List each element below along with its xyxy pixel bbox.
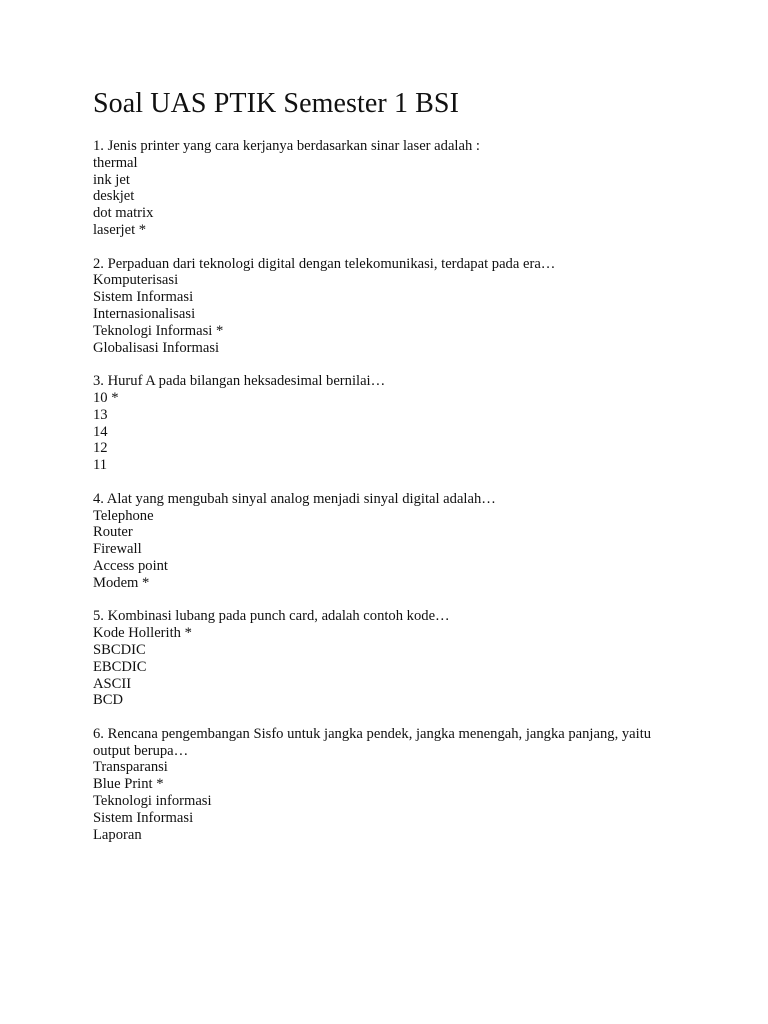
question-text: 1. Jenis printer yang cara kerjanya berdasarkan sinar laser adalah : <box>93 138 480 154</box>
option: Telephone <box>93 507 154 524</box>
option: Kode Hollerith * <box>93 625 192 642</box>
question-5 <box>93 608 673 709</box>
option-list <box>93 625 673 709</box>
option: Komputerisasi <box>93 272 179 289</box>
question-text: 6. Rencana pengembangan Sisfo untuk jangka pendek, jangka menengah, jangka panjang, yaitu output berupa… <box>93 725 652 759</box>
question-text: 3. Huruf A pada bilangan heksadesimal bernilai… <box>93 373 386 390</box>
option: SBCDIC <box>93 641 146 658</box>
option: Router <box>93 524 133 541</box>
option-list <box>93 390 673 474</box>
option: Teknologi Informasi * <box>93 322 224 339</box>
option-list <box>93 272 673 356</box>
option: Laporan <box>93 826 142 843</box>
question-1 <box>93 138 673 239</box>
option: Modem * <box>93 574 150 591</box>
option-list <box>93 155 673 239</box>
option: BCD <box>93 692 124 709</box>
option: deskjet <box>93 188 135 205</box>
question-text: 4. Alat yang mengubah sinyal analog menjadi sinyal digital adalah… <box>93 490 496 507</box>
option: Access point <box>93 557 168 574</box>
option: EBCDIC <box>93 658 147 675</box>
question-text: 5. Kombinasi lubang pada punch card, adalah contoh kode… <box>93 608 450 625</box>
option: Sistem Informasi <box>93 289 194 306</box>
option: ink jet <box>93 171 130 188</box>
option: 14 <box>93 423 108 440</box>
option: Internasionalisasi <box>93 305 196 322</box>
option: dot matrix <box>93 205 154 222</box>
option: thermal <box>93 154 138 171</box>
option: Blue Print * <box>93 776 164 793</box>
option: ASCII <box>93 675 132 692</box>
option: 13 <box>93 406 108 423</box>
option: laserjet * <box>93 221 147 238</box>
option-list <box>93 759 673 843</box>
question-2 <box>93 256 673 357</box>
option: Teknologi informasi <box>93 793 212 810</box>
option: Firewall <box>93 541 142 558</box>
option: Sistem Informasi <box>93 809 194 826</box>
question-list <box>93 138 673 860</box>
option: Globalisasi Informasi <box>93 339 220 356</box>
question-3 <box>93 373 673 474</box>
option: 12 <box>93 440 108 457</box>
option: 10 * <box>93 389 119 406</box>
option-list <box>93 508 673 592</box>
page-title: Soal UAS PTIK Semester 1 BSI <box>93 88 460 119</box>
question-6 <box>93 726 673 844</box>
option: Transparansi <box>93 759 168 776</box>
option: 11 <box>93 457 108 474</box>
question-text: 2. Perpaduan dari teknologi digital dengan telekomunikasi, terdapat pada era… <box>93 255 556 272</box>
question-4 <box>93 491 673 592</box>
